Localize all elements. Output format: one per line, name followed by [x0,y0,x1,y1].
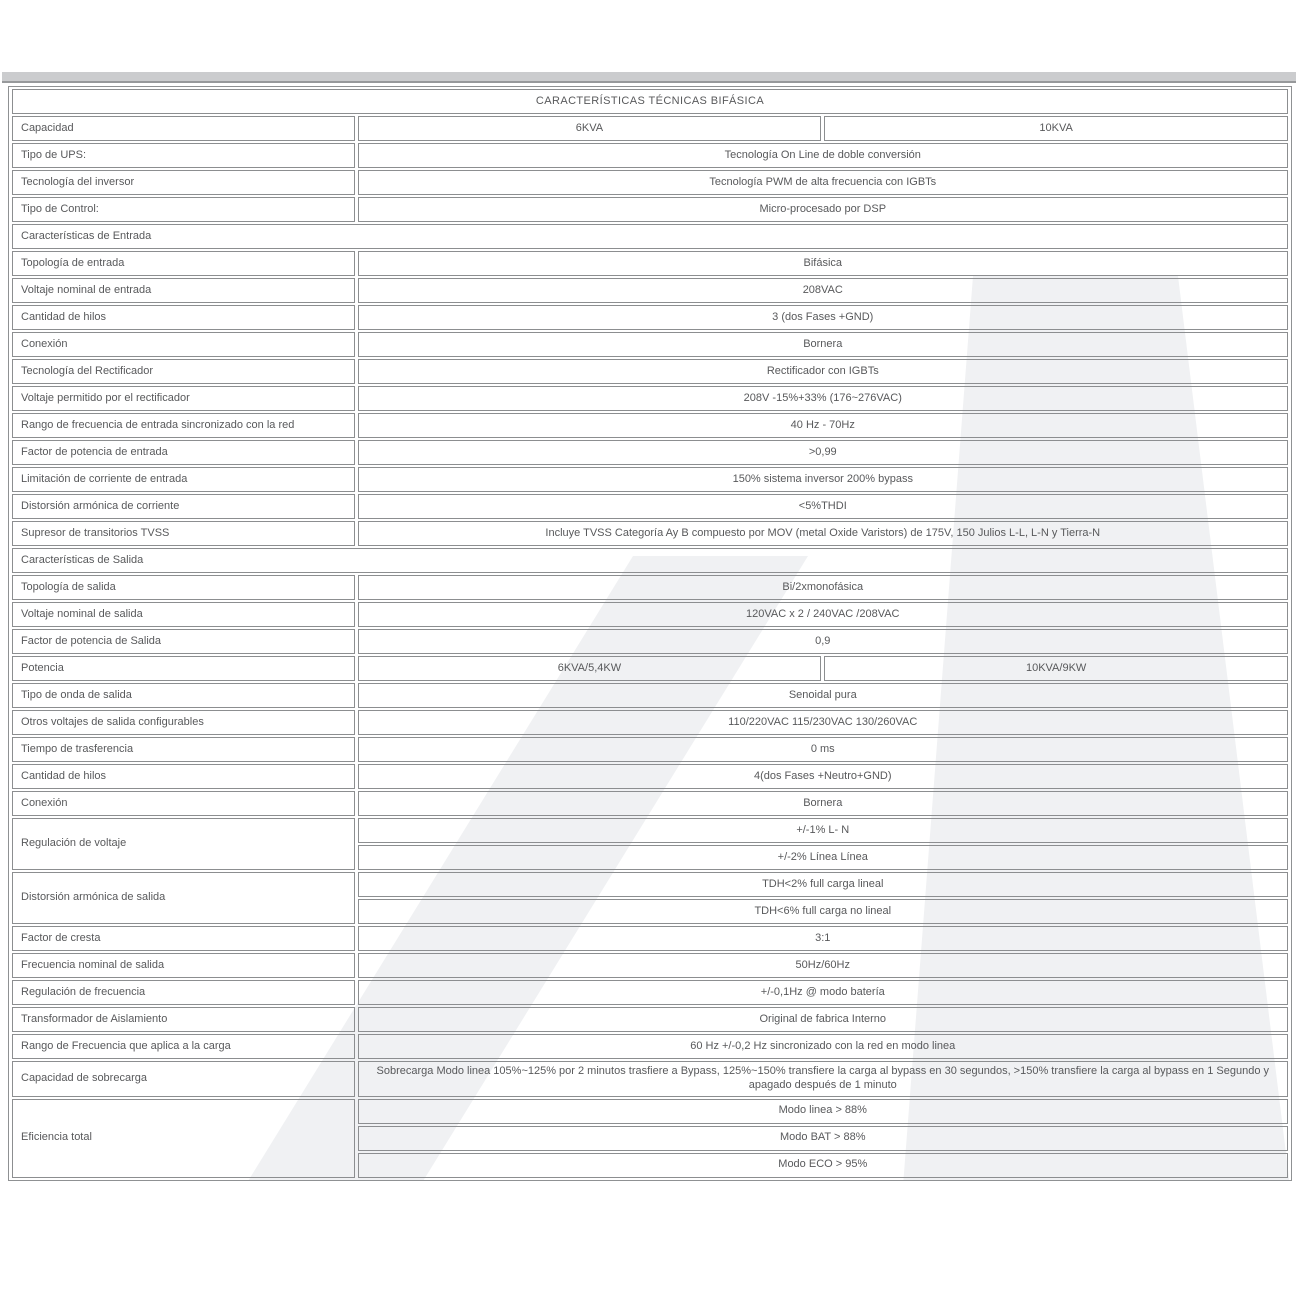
row-label: Tipo de Control: [12,197,355,222]
row-value: 120VAC x 2 / 240VAC /208VAC [358,602,1288,627]
row-value: +/-0,1Hz @ modo batería [358,980,1288,1005]
spec-row-multi [12,872,1288,897]
row-label: Factor de potencia de entrada [12,440,355,465]
row-subvalue: Modo BAT > 88% [358,1126,1288,1151]
row-value-10kva: 10KVA/9KW [824,656,1288,681]
spec-row [12,1007,1288,1032]
row-value: 3:1 [358,926,1288,951]
row-label: Potencia [12,656,355,681]
row-label: Frecuencia nominal de salida [12,953,355,978]
section-label: Características de Entrada [12,224,1288,249]
row-label: Tipo de UPS: [12,143,355,168]
spec-row [12,467,1288,492]
section-row [12,548,1288,573]
row-label: Factor de cresta [12,926,355,951]
row-label: Supresor de transitorios TVSS [12,521,355,546]
spec-row [12,413,1288,438]
row-subvalue: Modo linea > 88% [358,1099,1288,1124]
row-label: Conexión [12,332,355,357]
spec-row [12,440,1288,465]
row-subvalue: Modo ECO > 95% [358,1153,1288,1178]
row-label: Cantidad de hilos [12,764,355,789]
row-value: 208V -15%+33% (176~276VAC) [358,386,1288,411]
spec-row [12,629,1288,654]
row-label: Capacidad de sobrecarga [12,1061,355,1097]
row-value: Bornera [358,332,1288,357]
spec-row [12,143,1288,168]
spec-row [12,251,1288,276]
row-value: 0,9 [358,629,1288,654]
spec-row [12,953,1288,978]
row-value: >0,99 [358,440,1288,465]
row-value: Tecnología On Line de doble conversión [358,143,1288,168]
row-value: Sobrecarga Modo linea 105%~125% por 2 minutos trasfiere a Bypass, 125%~150% transfiere la carga al bypass en 30 segundos, >150% transfiere la carga al bypass en 1 Segundo y apagado después de 1 minuto [358,1061,1288,1097]
spec-row [12,575,1288,600]
row-label: Limitación de corriente de entrada [12,467,355,492]
row-value-6kva: 6KVA [358,116,822,141]
row-value: Senoidal pura [358,683,1288,708]
row-label: Rango de Frecuencia que aplica a la carga [12,1034,355,1059]
row-value: Incluye TVSS Categoría Ay B compuesto por MOV (metal Oxide Varistors) de 175V, 150 Julios L-L, L-N y Tierra-N [358,521,1288,546]
row-value: Original de fabrica Interno [358,1007,1288,1032]
spec-row [12,1034,1288,1059]
row-value: 0 ms [358,737,1288,762]
spec-row [12,332,1288,357]
row-value: 60 Hz +/-0,2 Hz sincronizado con la red en modo linea [358,1034,1288,1059]
spec-sheet [8,86,1292,1181]
spec-row [12,305,1288,330]
row-value: 40 Hz - 70Hz [358,413,1288,438]
row-value: <5%THDI [358,494,1288,519]
row-label: Regulación de frecuencia [12,980,355,1005]
spec-row [12,278,1288,303]
row-label: Voltaje nominal de salida [12,602,355,627]
row-label: Tecnología del Rectificador [12,359,355,384]
spec-row-split [12,116,1288,141]
row-value: Bornera [358,791,1288,816]
top-divider-bar [2,72,1296,83]
row-label: Transformador de Aislamiento [12,1007,355,1032]
row-label: Tiempo de trasferencia [12,737,355,762]
row-label: Tipo de onda de salida [12,683,355,708]
row-label: Voltaje permitido por el rectificador [12,386,355,411]
spec-row [12,926,1288,951]
spec-table [8,86,1292,1181]
row-value-6kva: 6KVA/5,4KW [358,656,822,681]
spec-row [12,980,1288,1005]
spec-row-multi [12,818,1288,843]
row-subvalue: +/-2% Línea Línea [358,845,1288,870]
row-label: Distorsión armónica de corriente [12,494,355,519]
row-value: 4(dos Fases +Neutro+GND) [358,764,1288,789]
spec-row-split [12,656,1288,681]
row-label: Topología de entrada [12,251,355,276]
spec-row [12,764,1288,789]
row-subvalue: TDH<2% full carga lineal [358,872,1288,897]
row-label: Topología de salida [12,575,355,600]
section-label: Características de Salida [12,548,1288,573]
spec-row [12,737,1288,762]
spec-row [12,710,1288,735]
row-label: Capacidad [12,116,355,141]
spec-row [12,683,1288,708]
row-value: 208VAC [358,278,1288,303]
spec-row [12,170,1288,195]
spec-row [12,1061,1288,1097]
row-value: 50Hz/60Hz [358,953,1288,978]
row-value-10kva: 10KVA [824,116,1288,141]
spec-row [12,359,1288,384]
row-label: Voltaje nominal de entrada [12,278,355,303]
row-subvalue: +/-1% L- N [358,818,1288,843]
row-value: Micro-procesado por DSP [358,197,1288,222]
spec-row [12,602,1288,627]
row-value: 3 (dos Fases +GND) [358,305,1288,330]
row-label: Tecnología del inversor [12,170,355,195]
section-row [12,224,1288,249]
row-label: Factor de potencia de Salida [12,629,355,654]
row-value: Bi/2xmonofásica [358,575,1288,600]
row-value: Rectificador con IGBTs [358,359,1288,384]
row-value: Tecnología PWM de alta frecuencia con IGBTs [358,170,1288,195]
row-label: Regulación de voltaje [12,818,355,870]
spec-row [12,521,1288,546]
spec-row [12,197,1288,222]
row-subvalue: TDH<6% full carga no lineal [358,899,1288,924]
row-label: Distorsión armónica de salida [12,872,355,924]
row-label: Rango de frecuencia de entrada sincronizado con la red [12,413,355,438]
spec-row [12,791,1288,816]
row-label: Conexión [12,791,355,816]
row-value: 150% sistema inversor 200% bypass [358,467,1288,492]
row-value: Bifásica [358,251,1288,276]
spec-row [12,386,1288,411]
row-value: 110/220VAC 115/230VAC 130/260VAC [358,710,1288,735]
row-label: Eficiencia total [12,1099,355,1178]
spec-row-multi [12,1099,1288,1124]
spec-row [12,494,1288,519]
table-title-row [12,89,1288,114]
row-label: Cantidad de hilos [12,305,355,330]
table-title: CARACTERÍSTICAS TÉCNICAS BIFÁSICA [12,89,1288,114]
row-label: Otros voltajes de salida configurables [12,710,355,735]
